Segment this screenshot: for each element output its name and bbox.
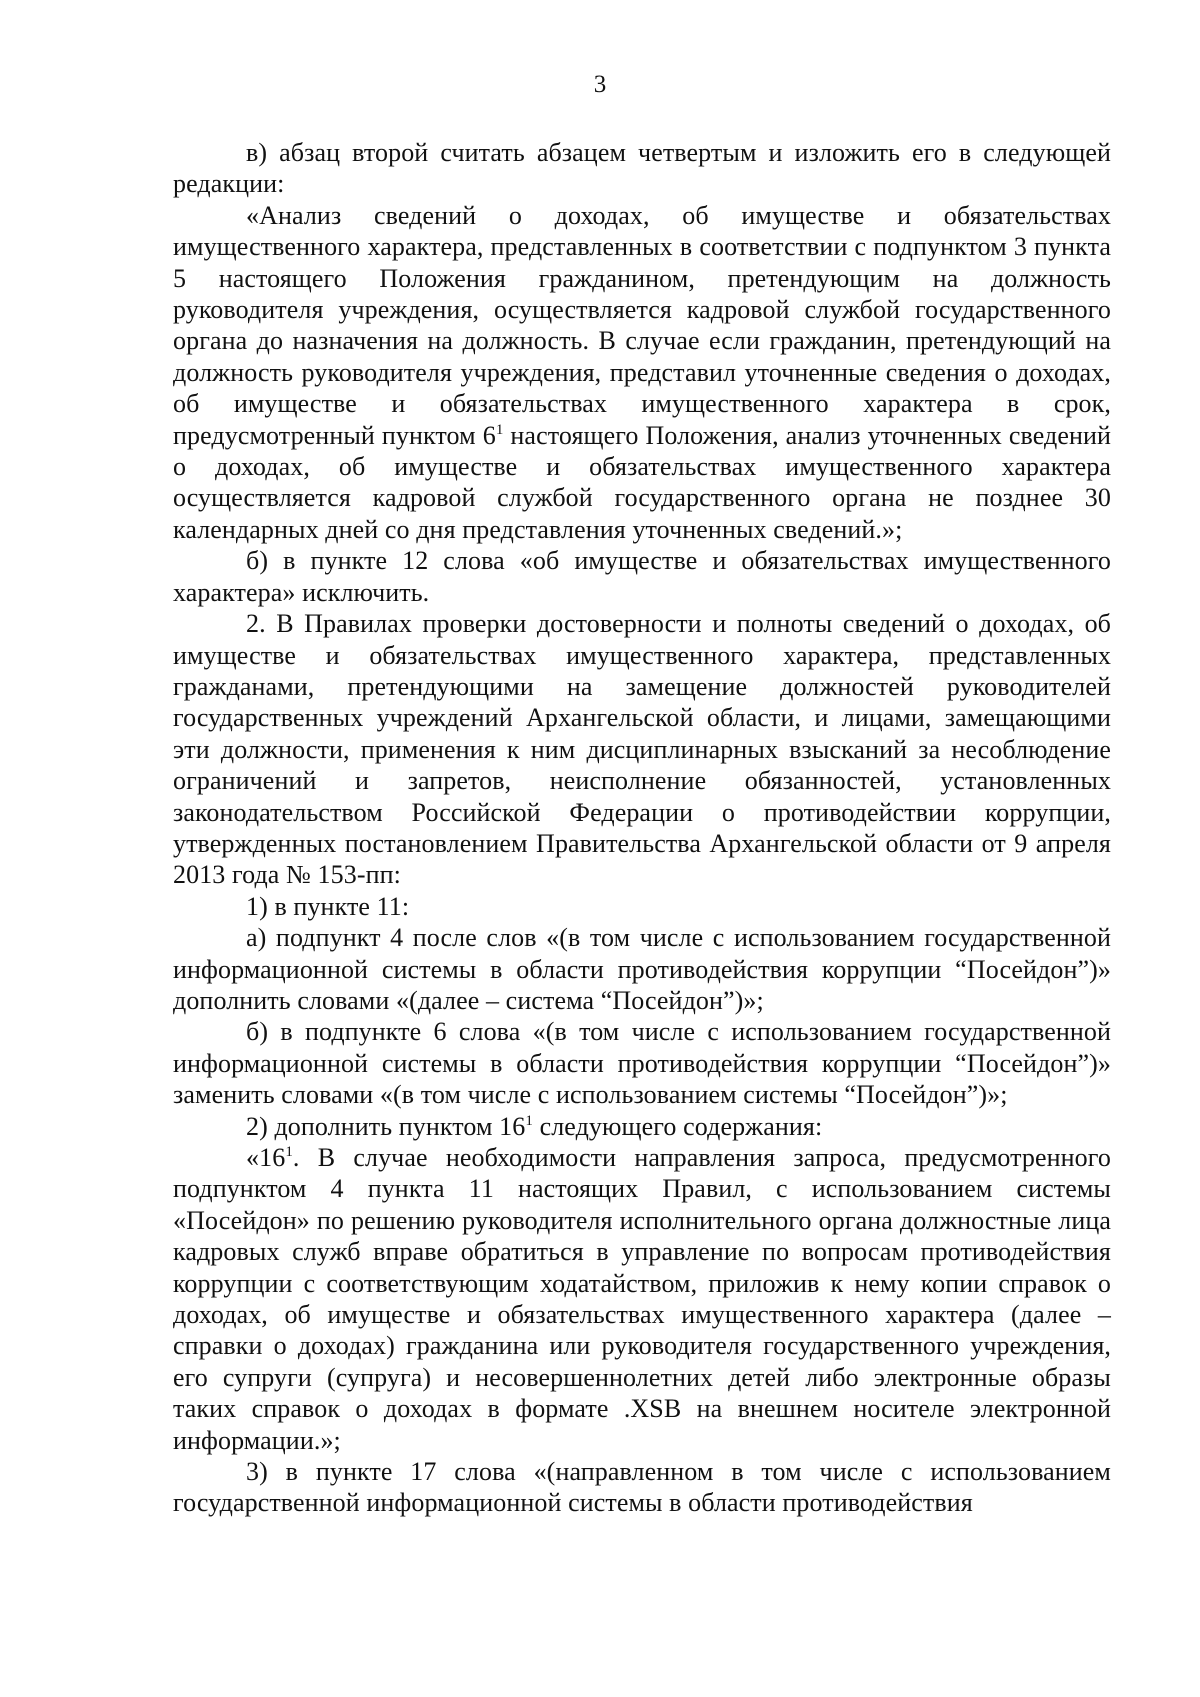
- paragraph-p6: [173, 922, 1111, 1016]
- paragraph-p8: [173, 1111, 1111, 1142]
- text-segment: а) подпункт 4 после слов «(в том числе с использованием государственной информационной системы в области противодействия коррупции “Посейдон”)» дополнить словами «(далее – система “Посейдон”)»;: [173, 923, 1111, 1015]
- text-segment: в) абзац второй считать абзацем четвертым и изложить его в следующей редакции:: [173, 138, 1111, 199]
- page-number: 3: [593, 71, 607, 98]
- paragraph-p10: [173, 1456, 1111, 1519]
- superscript: 1: [525, 1112, 533, 1129]
- superscript: 1: [285, 1144, 293, 1160]
- paragraph-p7: [173, 1016, 1111, 1110]
- document-body: [173, 137, 1111, 1519]
- text-segment: б) в подпункте 6 слова «(в том числе с использованием государственной информационной системы в области противодействия коррупции “Посейдон”)» заменить словами «(в том числе с использованием системы “Посейдон”)»;: [173, 1017, 1111, 1110]
- paragraph-p9: [173, 1142, 1111, 1456]
- text-segment: настоящего Положения, анализ уточненных сведений о доходах, об имуществе и обязательствах имущественного характера осуществляется кадровой службой государственного органа не позднее 30 календарных дней со дня представления уточненных сведений.»;: [173, 420, 1111, 544]
- text-segment: 3) в пункте 17 слова «(направленном в том числе с использованием государственной информационной системы в области противодействия: [173, 1457, 1111, 1518]
- paragraph-p3: [173, 545, 1111, 608]
- text-segment: 2. В Правилах проверки достоверности и полноты сведений о доходах, об имуществе и обязательствах имущественного характера, представленных гражданами, претендующими на замещение должностей руководителей государственных учреждений Архангельской области, и лицами, замещающими эти должности, применения к ним дисциплинарных взысканий за несоблюдение ограничений и запретов, неисполнение обязанностей, установленных законодательством Российской Федерации о противодействии коррупции, утвержденных постановлением Правительства Архангельской области от 9 апреля 2013 года № 153-пп:: [173, 609, 1111, 890]
- text-segment: «Анализ сведений о доходах, об имуществе и обязательствах имущественного характера, представленных в соответствии с подпунктом 3 пункта 5 настоящего Положения гражданином, претендующим на должность руководителя учреждения, осуществляется кадровой службой государственного органа до назначения на должность. В случае если гражданин, претендующий на должность руководителя учреждения, представил уточненные сведения о доходах, об имуществе и обязательствах имущественного характера в срок, предусмотренный пунктом 6: [173, 200, 1111, 450]
- superscript: 1: [495, 421, 504, 438]
- text-segment: «16: [246, 1143, 286, 1172]
- text-segment: 1) в пункте 11:: [246, 891, 410, 921]
- paragraph-p5: [173, 891, 1111, 922]
- text-segment: . В случае необходимости направления запроса, предусмотренного подпунктом 4 пункта 11 настоящих Правил, с использованием системы «Посейдон» по решению руководителя исполнительного органа должностные лица кадровых служб вправе обратиться в управление по вопросам противодействия коррупции с соответствующим ходатайством, приложив к нему копии справок о доходах, об имуществе и обязательствах имущественного характера (далее – справки о доходах) гражданина или руководителя государственного учреждения, его супруги (супруга) и несовершеннолетних детей либо электронные образы таких справок о доходах в формате .XSB на внешнем носителе электронной информации.»;: [173, 1143, 1111, 1455]
- text-segment: б) в пункте 12 слова «об имуществе и обязательствах имущественного характера» исключить.: [173, 546, 1111, 607]
- paragraph-p1: [173, 137, 1111, 200]
- paragraph-p4: [173, 608, 1111, 891]
- text-segment: следующего содержания:: [532, 1111, 823, 1141]
- paragraph-p2: [173, 200, 1111, 545]
- text-segment: 2) дополнить пунктом 16: [246, 1111, 526, 1141]
